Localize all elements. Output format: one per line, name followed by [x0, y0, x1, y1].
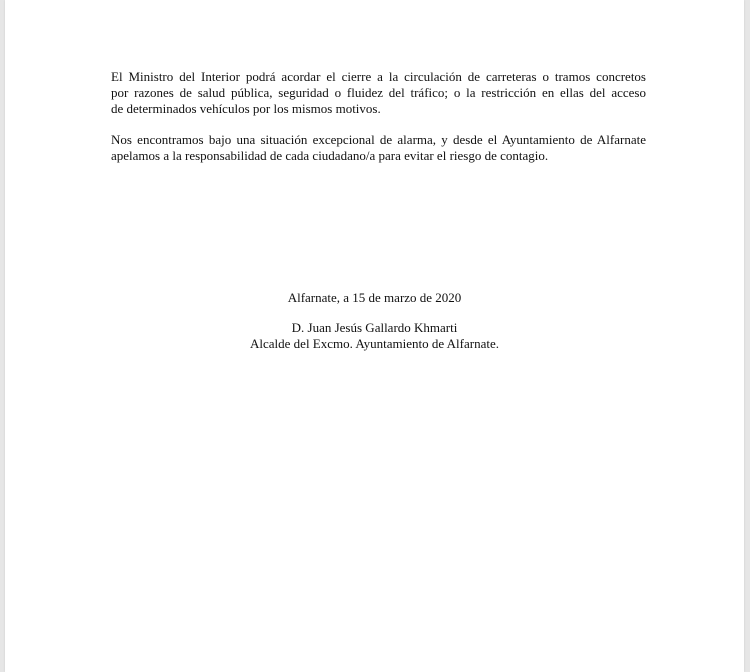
document-page: [5, 0, 744, 672]
paragraph-line: por razones de salud pública, seguridad o fluidez del tráfico; o la restricción en ellas del acceso: [111, 85, 646, 100]
signatory-role: Alcalde del Excmo. Ayuntamiento de Alfarnate.: [250, 336, 499, 351]
paragraph-line: El Ministro del Interior podrá acordar el cierre a la circulación de carreteras o tramos concretos: [111, 69, 646, 84]
paragraph-road-closure: [111, 69, 646, 117]
place-date-line: Alfarnate, a 15 de marzo de 2020: [287, 290, 462, 305]
paragraph-line: de determinados vehículos por los mismos motivos.: [111, 101, 381, 116]
signatory-name: D. Juan Jesús Gallardo Khmarti: [291, 320, 458, 335]
paragraph-line: Nos encontramos bajo una situación excepcional de alarma, y desde el Ayuntamiento de Alfarnate: [111, 132, 646, 147]
paragraph-alarm-situation: [111, 132, 646, 164]
paragraph-line: apelamos a la responsabilidad de cada ciudadano/a para evitar el riesgo de contagio.: [111, 148, 549, 163]
